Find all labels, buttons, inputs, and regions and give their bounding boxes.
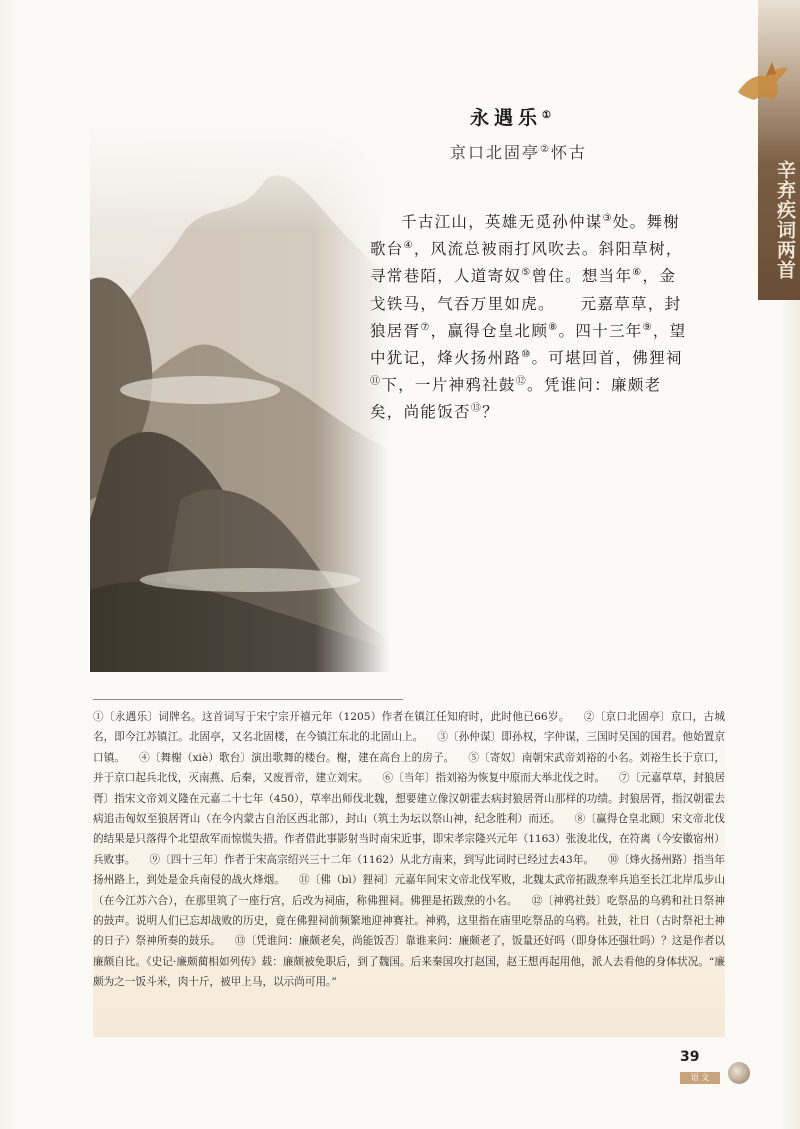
footnote-marker[interactable]: ⑥ bbox=[632, 267, 643, 279]
footnote: ⑩〔烽火扬州路〕指当年扬州路上，到处是金兵南侵的战火烽烟。 bbox=[93, 853, 726, 887]
footnote-marker[interactable]: ⑫ bbox=[515, 376, 528, 388]
poem-text: ，赢得仓皇北顾 bbox=[430, 321, 549, 340]
footnote-marker[interactable]: ⑩ bbox=[521, 349, 532, 361]
poem-text: 。可堪回首，佛狸祠 bbox=[531, 349, 683, 368]
poem-text: 处。舞榭歌台 bbox=[370, 213, 681, 259]
notes-divider bbox=[93, 699, 403, 700]
poem-text: 曾住。想当年 bbox=[531, 267, 633, 286]
footnote: ④〔舞榭（xiè）歌台〕演出歌舞的楼台。榭，建在高台上的房子。 bbox=[139, 751, 455, 764]
footnote-marker[interactable]: ① bbox=[542, 110, 556, 121]
poem-text: 下，一片神鸦社鼓 bbox=[381, 376, 516, 395]
footnote: ⑧〔赢得仓皇北顾〕宋文帝北伐的结果是只落得个北望敌军而惊慌失措。作者借此事影射当时南宋近事，即宋孝宗隆兴元年（1163）张浚北伐，在符离（今安徽宿州）兵败事。 bbox=[93, 813, 726, 866]
poem-text: 千古江山，英雄无觅孙仲谋 bbox=[401, 213, 603, 231]
footnote-marker[interactable]: ⑨ bbox=[642, 321, 653, 333]
poem-body bbox=[370, 209, 688, 427]
poem-subtitle-text: 怀古 bbox=[550, 143, 587, 162]
footnote: ⑦〔元嘉草草，封狼居胥〕指宋文帝刘义隆在元嘉二十七年（450），草率出师伐北魏，想要建立像汉朝霍去病封狼居胥山那样的功绩。封狼居胥，指汉朝霍去病追击匈奴至狼居胥山（在今内蒙古自治区西北部），封山（筑土为坛以祭山神，纪念胜利）而还。 bbox=[93, 772, 726, 826]
poem-subtitle-text: 京口北固亭 bbox=[450, 143, 541, 162]
footnote-marker[interactable]: ⑬ bbox=[470, 403, 483, 415]
poem-text: ？ bbox=[482, 403, 499, 422]
footnote: ⑫〔神鸦社鼓〕吃祭品的乌鸦和社日祭神的鼓声。说明人们已忘却战败的历史，竟在佛狸祠前频繁地迎神赛社。神鸦，这里指在庙里吃祭品的乌鸦。社鼓，社日（古时祭祀土神的日子）祭神所奏的鼓乐。 bbox=[93, 894, 726, 948]
footnote: ⑤〔寄奴〕南朝宋武帝刘裕的小名。刘裕生长于京口，并于京口起兵北伐，灭南燕、后秦，又废晋帝，建立刘宋。 bbox=[93, 751, 725, 785]
footnote-marker[interactable]: ⑤ bbox=[521, 267, 532, 279]
footnote: ⑥〔当年〕指刘裕为恢复中原而大举北伐之时。 bbox=[382, 772, 606, 785]
poem-title-text: 永遇乐 bbox=[470, 107, 543, 129]
footnote-marker[interactable]: ③ bbox=[602, 213, 613, 224]
footnote: ①〔永遇乐〕词牌名。这首词写于宋宁宗开禧元年（1205）作者在镇江任知府时，此时他已66岁。 bbox=[93, 711, 570, 723]
horse-ornament-icon bbox=[730, 52, 794, 116]
footnote-marker[interactable]: ⑦ bbox=[420, 321, 431, 333]
footnote-marker[interactable]: ⑧ bbox=[548, 321, 559, 333]
footnote: ⑪〔佛（bì）狸祠〕元嘉年间宋文帝北伐军败，北魏太武帝拓跋焘率兵追至长江北岸瓜步山（在今江苏六合），在那里筑了一座行宫，后改为祠庙，称佛狸祠。佛狸是拓跋焘的小名。 bbox=[93, 874, 726, 907]
footnote: ⑬〔凭谁问：廉颇老矣，尚能饭否〕靠谁来问：廉颇老了，饭量还好吗（即身体还强壮吗）？这是作者以廉颇自比。《史记·廉颇蔺相如列传》载：廉颇被免职后，到了魏国。后来秦国攻打赵国，赵王想再起用他，派人去看他的身体状况。“廉颇为之一饭斗米，肉十斤，被甲上马，以示尚可用。” bbox=[93, 935, 725, 989]
poem-text: 。凭谁问：廉颇老矣，尚能饭否 bbox=[370, 376, 662, 422]
poem-text: 。四十三年 bbox=[558, 321, 643, 340]
poem-title bbox=[470, 103, 590, 130]
poem-text: ，风流总被雨打风吹去。斜阳草树，寻常巷陌，人道寄奴 bbox=[370, 240, 683, 286]
footnote: ②〔京口北固亭〕京口，古城名，即今江苏镇江。北固亭，又名北固楼，在今镇江东北的北固山上。 bbox=[93, 711, 726, 744]
footnote: ⑨〔四十三年〕作者于宋高宗绍兴三十二年（1162）从北方南来，到写此词时已经过去43年。 bbox=[149, 853, 595, 866]
footnotes bbox=[93, 707, 725, 1037]
decorative-dot-icon bbox=[728, 1062, 750, 1084]
page-number: 39 bbox=[680, 1049, 700, 1065]
side-section-title: 辛弃疾词两首 bbox=[774, 160, 796, 280]
poem-text: ，金戈铁马，气吞万里如虎。 元嘉草草，封狼居胥 bbox=[370, 267, 682, 340]
subject-tag: 语 文 bbox=[680, 1072, 720, 1084]
poem-text: ，望中犹记，烽火扬州路 bbox=[370, 321, 687, 368]
footnote-marker[interactable]: ② bbox=[540, 144, 551, 155]
landscape-painting bbox=[90, 120, 390, 672]
poem-subtitle bbox=[450, 140, 650, 163]
mountain-illustration bbox=[90, 120, 390, 672]
footnote-marker[interactable]: ④ bbox=[403, 240, 414, 252]
footnote-marker[interactable]: ⑪ bbox=[370, 376, 382, 388]
footnote: ③〔孙仲谋〕即孙权，字仲谋，三国时吴国的国君。他始置京口镇。 bbox=[93, 731, 725, 764]
